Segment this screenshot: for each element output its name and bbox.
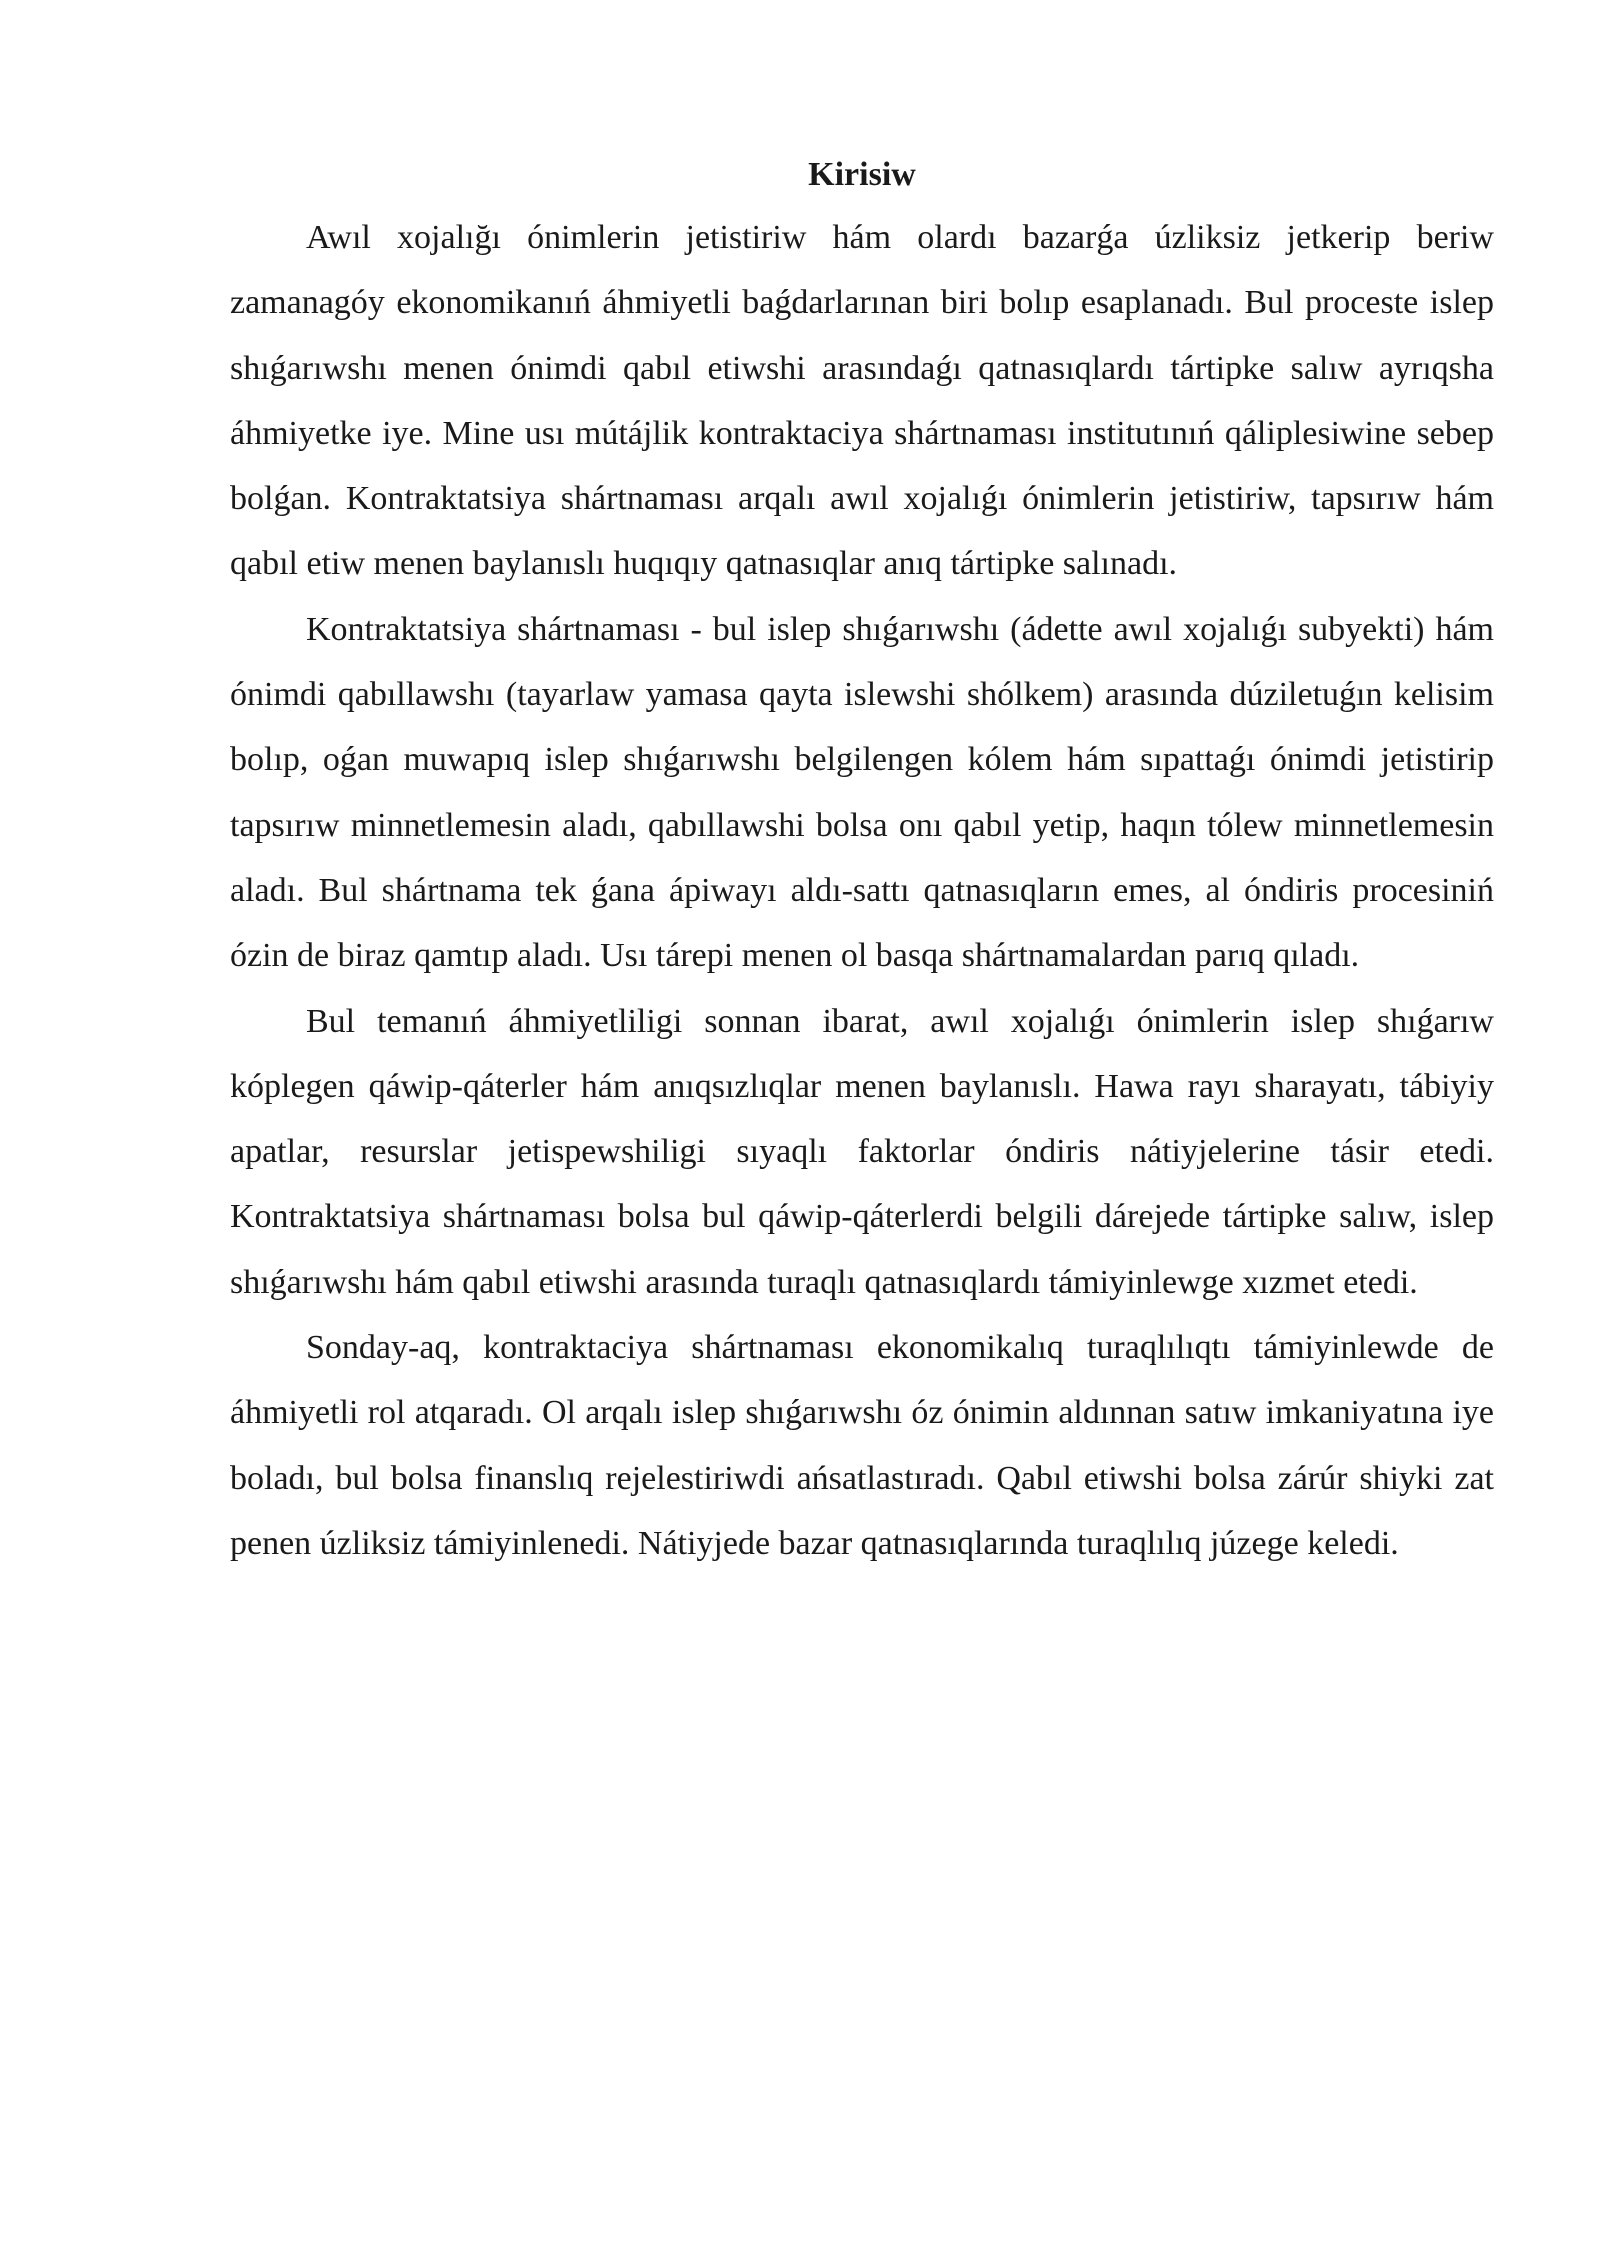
paragraph-3: Bul temanıń áhmiyetliligi sonnan ibarat, awıl xojalıǵı ónimlerin islep shıǵarıw kóplegen qáwip-qáterler hám anıqsızlıqlar menen baylanıslı. Hawa rayı sharayatı, tábiyiy apatlar, resurslar jetispewshiligi sıyaqlı faktorlar óndiris nátiyjelerine tásir etedi. Kontraktatsiya shártnaması bolsa bul qáwip-qáterlerdi belgili dárejede tártipke salıw, islep shıǵarıwshı hám qabıl etiwshi arasında turaqlı qatnasıqlardı támiyinlewge xızmet etedi. bbox=[230, 1002, 1494, 1301]
paragraph-2: Kontraktatsiya shártnaması - bul islep shıǵarıwshı (ádette awıl xojalıǵı subyekti) hám ónimdi qabıllawshı (tayarlaw yamasa qayta islewshi shólkem) arasında dúziletuǵın kelisim bolıp, oǵan muwapıq islep shıǵarıwshı belgilengen kólem hám sıpattaǵı ónimdi jetistirip tapsırıw minnetlemesin aladı, qabıllawshi bolsa onı qabıl yetip, haqın tólew minnetlemesin aladı. Bul shártnama tek ǵana ápiwayı aldı-sattı qatnasıqların emes, al óndiris procesiniń ózin de biraz qamtıp aladı. Usı tárepi menen ol basqa shártnamalardan parıq qıladı. bbox=[230, 610, 1494, 975]
paragraph-4: Sonday-aq, kontraktaciya shártnaması ekonomikalıq turaqlılıqtı támiyinlewde de áhmiyetli rol atqaradı. Ol arqalı islep shıǵarıwshı óz ónimin aldınnan satıw imkaniyatına iye boladı, bul bolsa finanslıq rejelestiriwdi ańsatlastıradı. Qabıl etiwshi bolsa zárúr shiyki zat penen úzliksiz támiyinlenedi. Nátiyjede bazar qatnasıqlarında turaqlılıq júzege keledi. bbox=[230, 1329, 1494, 1562]
page-title: Kirisiw bbox=[808, 156, 916, 193]
paragraph-1: Awıl xojalığı ónimlerin jetistiriw hám olardı bazarǵa úzliksiz jetkerip beriw zamanagóy ekonomikanıń áhmiyetli baǵdarlarınan biri bolıp esaplanadı. Bul proceste islep shıǵarıwshı menen ónimdi qabıl etiwshi arasındaǵı qatnasıqlardı tártipke salıw ayrıqsha áhmiyetke iye. Mine usı mútájlik kontraktaciya shártnaması institutınıń qáliplesiwine sebep bolǵan. Kontraktatsiya shártnaması arqalı awıl xojalıǵı ónimlerin jetistiriw, tapsırıw hám qabıl etiw menen baylanıslı huqıqıy qatnasıqlar anıq tártipke salınadı. bbox=[230, 219, 1494, 583]
document-body bbox=[230, 145, 1494, 1576]
